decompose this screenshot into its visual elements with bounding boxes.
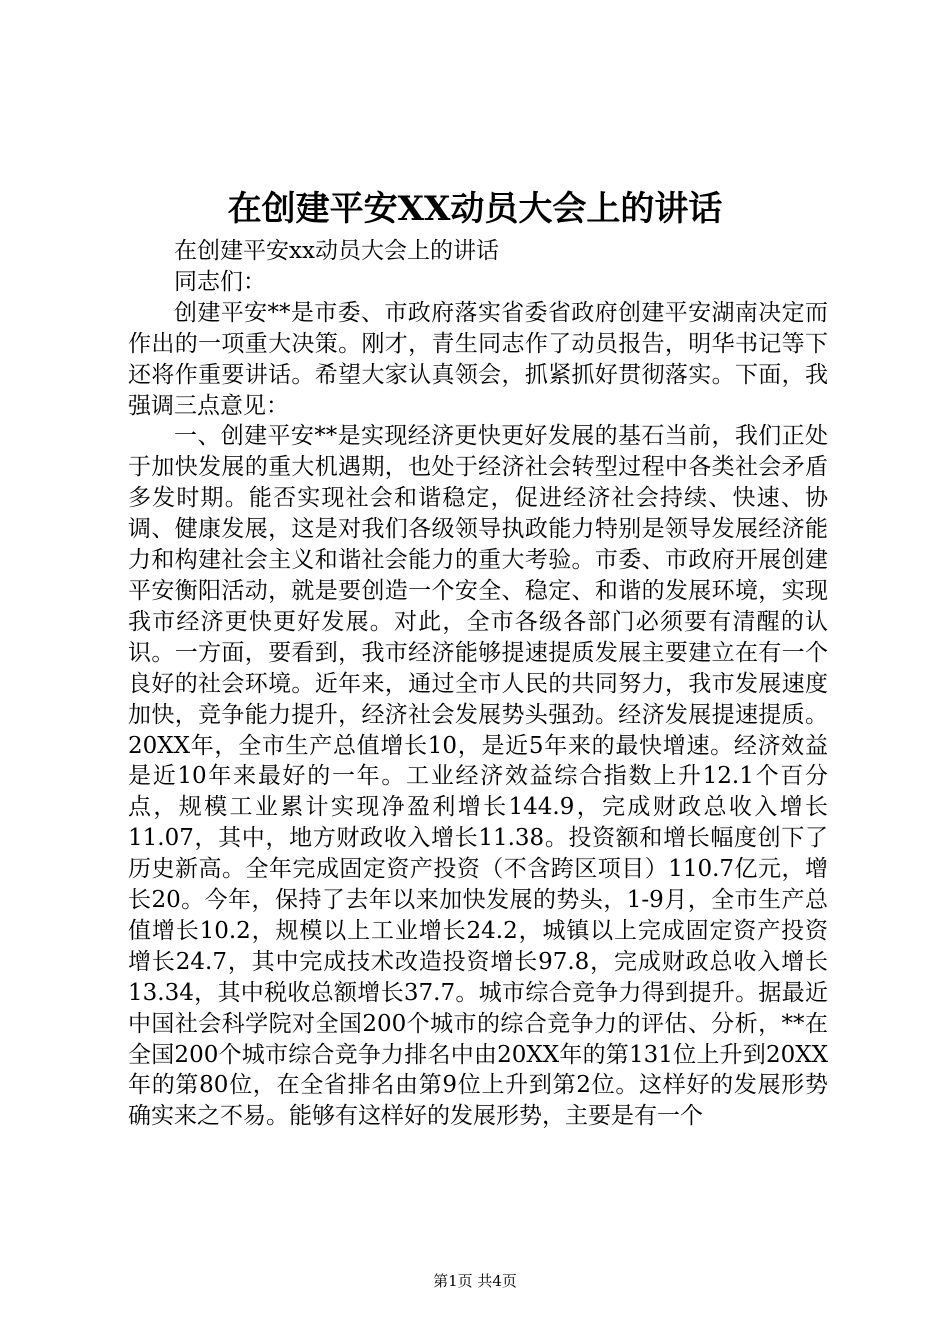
page-footer: 第1页 共4页 (433, 1272, 517, 1290)
intro-paragraph: 创建平安**是市委、市政府落实省委省政府创建平安湖南决定而作出的一项重大决策。刚才，青生同志作了动员报告，明华书记等下还将作重要讲话。希望大家认真领会，抓紧抓好贯彻落实。下面，我强调三点意见： (128, 299, 828, 419)
document-title: 在创建平安XX动员大会上的讲话 (227, 189, 723, 229)
section-one-paragraph: 一、创建平安**是实现经济更快更好发展的基石当前，我们正处于加快发展的重大机遇期，也处于经济社会转型过程中各类社会矛盾多发时期。能否实现社会和谐稳定，促进经济社会持续、快速、协调、健康发展，这是对我们各级领导执政能力特别是领导发展经济能力和构建社会主义和谐社会能力的重大考验。市委、市政府开展创建平安衡阳活动，就是要创造一个安全、稳定、和谐的发展环境，实现我市经济更快更好发展。对此，全市各级各部门必须要有清醒的认识。一方面，要看到，我市经济能够提速提质发展主要建立在有一个良好的社会环境。近年来，通过全市人民的共同努力，我市发展速度加快，竞争能力提升，经济社会发展势头强劲。经济发展提速提质。20XX年，全市生产总值增长10，是近5年来的最快增速。经济效益是近10年来最好的一年。工业经济效益综合指数上升12.1个百分点，规模工业累计实现净盈利增长144.9，完成财政总收入增长11.07，其中，地方财政收入增长11.38。投资额和增长幅度创下了历史新高。全年完成固定资产投资（不含跨区项目）110.7亿元，增长20。今年，保持了去年以来加快发展的势头，1-9月，全市生产总值增长10.2，规模以上工业增长24.2，城镇以上完成固定资产投资增长24.7，其中完成技术改造投资增长97.8，完成财政总收入增长13.34，其中税收总额增长37.7。城市综合竞争力得到提升。据最近中国社会科学院对全国200个城市的综合竞争力的评估、分析，**在全国200个城市综合竞争力排名中由20XX年的第131位上升到20XX年的第80位，在全省排名由第9位上升到第2位。这样好的发展形势确实来之不易。能够有这样好的发展形势，主要是有一个 (128, 423, 828, 1130)
salutation-paragraph: 同志们： (174, 268, 266, 295)
document-body (128, 236, 828, 1132)
subtitle-paragraph: 在创建平安xx动员大会上的讲话 (174, 238, 499, 264)
